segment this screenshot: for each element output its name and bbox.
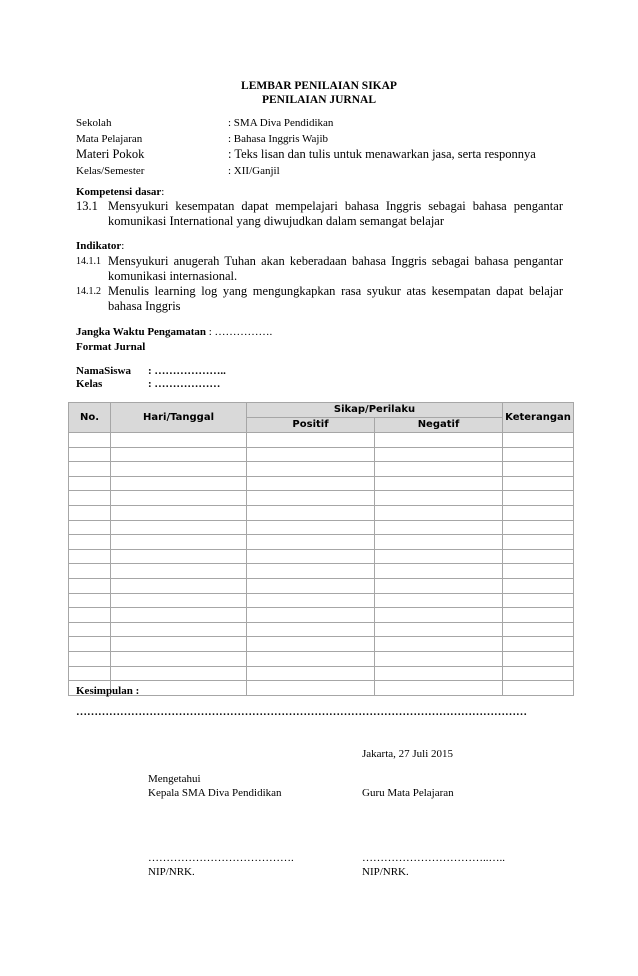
cell-keterangan	[503, 651, 574, 666]
cell-positif	[247, 535, 375, 550]
table-row	[69, 593, 574, 608]
cell-positif	[247, 651, 375, 666]
indikator-item-2-line1: Menulis learning log yang mengungkapkan rasa syukur atas kesempatan dapat belajar	[108, 284, 563, 298]
materi-value: : Teks lisan dan tulis untuk menawarkan jasa, serta responnya	[228, 147, 536, 161]
cell-negatif	[375, 505, 503, 520]
cell-no	[69, 549, 111, 564]
cell-no	[69, 462, 111, 477]
cell-negatif	[375, 681, 503, 696]
table-row	[69, 476, 574, 491]
cell-keterangan	[503, 622, 574, 637]
table-row	[69, 608, 574, 623]
nama-siswa-label: NamaSiswa	[76, 365, 132, 377]
cell-hari-tanggal	[111, 666, 247, 681]
table-row	[69, 651, 574, 666]
kompetensi-number: 13.1	[76, 199, 98, 213]
table-row	[69, 447, 574, 462]
guru-mapel-label: Guru Mata Pelajaran	[362, 787, 454, 799]
mapel-label: Mata Pelajaran	[76, 133, 143, 145]
format-jurnal-label: Format Jurnal	[76, 341, 146, 353]
kelas-semester-label: Kelas/Semester	[76, 165, 145, 177]
cell-positif	[247, 462, 375, 477]
jangka-waktu-line	[76, 326, 272, 339]
cell-negatif	[375, 578, 503, 593]
cell-no	[69, 564, 111, 579]
indikator-number-1: 14.1.1	[76, 256, 101, 267]
cell-keterangan	[503, 637, 574, 652]
sekolah-label: Sekolah	[76, 117, 112, 129]
cell-negatif	[375, 462, 503, 477]
col-header-no: No.	[69, 403, 111, 433]
journal-body	[69, 433, 574, 696]
cell-no	[69, 666, 111, 681]
indikator-number-2: 14.1.2	[76, 286, 101, 297]
cell-keterangan	[503, 476, 574, 491]
cell-no	[69, 578, 111, 593]
cell-hari-tanggal	[111, 447, 247, 462]
cell-hari-tanggal	[111, 622, 247, 637]
cell-negatif	[375, 476, 503, 491]
cell-hari-tanggal	[111, 549, 247, 564]
journal-table	[68, 402, 574, 696]
kesimpulan-dots: ……………………………………………………………………………………………………………	[76, 706, 527, 718]
place-date: Jakarta, 27 Juli 2015	[362, 748, 454, 760]
table-row	[69, 549, 574, 564]
indikator-item-1-line1: Mensyukuri anugerah Tuhan akan keberadaan bahasa Inggris sebagai bahasa pengantar	[108, 254, 563, 268]
cell-keterangan	[503, 520, 574, 535]
kelas-siswa-label: Kelas	[76, 378, 103, 390]
cell-keterangan	[503, 666, 574, 681]
cell-negatif	[375, 433, 503, 448]
kepala-sekolah-label: Kepala SMA Diva Pendidikan	[148, 787, 282, 799]
cell-keterangan	[503, 681, 574, 696]
table-row	[69, 491, 574, 506]
col-header-negatif: Negatif	[375, 418, 503, 433]
cell-hari-tanggal	[111, 535, 247, 550]
col-header-sikap-perilaku: Sikap/Perilaku	[247, 403, 503, 418]
cell-negatif	[375, 622, 503, 637]
cell-positif	[247, 505, 375, 520]
cell-no	[69, 520, 111, 535]
mapel-value: : Bahasa Inggris Wajib	[228, 133, 329, 145]
cell-positif	[247, 447, 375, 462]
cell-keterangan	[503, 608, 574, 623]
kelas-semester-value: : XII/Ganjil	[228, 165, 280, 177]
cell-keterangan	[503, 578, 574, 593]
cell-positif	[247, 637, 375, 652]
cell-negatif	[375, 520, 503, 535]
cell-negatif	[375, 637, 503, 652]
cell-negatif	[375, 593, 503, 608]
mengetahui-label: Mengetahui	[148, 773, 201, 785]
col-header-hari-tanggal: Hari/Tanggal	[111, 403, 247, 433]
indikator-item-1-line2: komunikasi internasional.	[108, 269, 238, 283]
cell-positif	[247, 476, 375, 491]
table-row	[69, 666, 574, 681]
cell-positif	[247, 666, 375, 681]
cell-keterangan	[503, 564, 574, 579]
cell-hari-tanggal	[111, 476, 247, 491]
cell-positif	[247, 608, 375, 623]
cell-keterangan	[503, 505, 574, 520]
document-subtitle: PENILAIAN JURNAL	[261, 94, 377, 106]
cell-keterangan	[503, 447, 574, 462]
cell-hari-tanggal	[111, 578, 247, 593]
nip-right: NIP/NRK.	[362, 866, 409, 878]
cell-negatif	[375, 447, 503, 462]
cell-hari-tanggal	[111, 593, 247, 608]
cell-hari-tanggal	[111, 637, 247, 652]
nip-left: NIP/NRK.	[148, 866, 195, 878]
cell-negatif	[375, 535, 503, 550]
cell-hari-tanggal	[111, 651, 247, 666]
cell-positif	[247, 593, 375, 608]
cell-negatif	[375, 666, 503, 681]
table-row	[69, 535, 574, 550]
cell-no	[69, 651, 111, 666]
cell-negatif	[375, 564, 503, 579]
signature-line-right: ……………………………..…..	[362, 852, 505, 864]
table-row	[69, 622, 574, 637]
table-row	[69, 637, 574, 652]
sekolah-value: : SMA Diva Pendidikan	[228, 117, 334, 129]
cell-no	[69, 637, 111, 652]
cell-negatif	[375, 491, 503, 506]
cell-keterangan	[503, 535, 574, 550]
cell-positif	[247, 433, 375, 448]
kompetensi-text-line2: komunikasi International yang diwujudkan dalam semangat belajar	[108, 214, 445, 228]
cell-keterangan	[503, 549, 574, 564]
cell-no	[69, 433, 111, 448]
signature-line-left: ………………………………….	[148, 852, 294, 864]
kompetensi-heading-line	[76, 186, 164, 199]
jangka-waktu-value: : …………….	[206, 326, 273, 338]
table-row	[69, 564, 574, 579]
materi-label: Materi Pokok	[76, 147, 145, 161]
cell-no	[69, 476, 111, 491]
indikator-colon: :	[121, 240, 125, 252]
table-row	[69, 578, 574, 593]
table-row	[69, 505, 574, 520]
cell-positif	[247, 578, 375, 593]
table-row	[69, 681, 574, 696]
document-title: LEMBAR PENILAIAN SIKAP	[241, 80, 397, 92]
cell-negatif	[375, 651, 503, 666]
cell-hari-tanggal	[111, 608, 247, 623]
kompetensi-heading: Kompetensi dasar	[76, 186, 162, 198]
indikator-heading: Indikator	[76, 240, 122, 252]
cell-positif	[247, 564, 375, 579]
cell-negatif	[375, 608, 503, 623]
cell-positif	[247, 549, 375, 564]
cell-positif	[247, 491, 375, 506]
cell-hari-tanggal	[111, 491, 247, 506]
cell-positif	[247, 520, 375, 535]
cell-no	[69, 535, 111, 550]
kompetensi-colon: :	[161, 186, 165, 198]
cell-hari-tanggal	[111, 505, 247, 520]
cell-no	[69, 608, 111, 623]
jangka-waktu-label: Jangka Waktu Pengamatan	[76, 326, 206, 338]
cell-negatif	[375, 549, 503, 564]
table-row	[69, 433, 574, 448]
cell-hari-tanggal	[111, 520, 247, 535]
cell-no	[69, 505, 111, 520]
cell-no	[69, 593, 111, 608]
indikator-item-2-line2: bahasa Inggris	[108, 299, 181, 313]
table-row	[69, 462, 574, 477]
nama-siswa-value: : ………………..	[148, 365, 226, 377]
cell-hari-tanggal	[111, 433, 247, 448]
cell-positif	[247, 681, 375, 696]
cell-no	[69, 491, 111, 506]
col-header-positif: Positif	[247, 418, 375, 433]
kelas-siswa-value: : ………………	[148, 378, 221, 390]
cell-hari-tanggal	[111, 462, 247, 477]
col-header-keterangan: Keterangan	[503, 403, 574, 433]
table-row	[69, 520, 574, 535]
cell-keterangan	[503, 593, 574, 608]
cell-hari-tanggal	[111, 564, 247, 579]
cell-no	[69, 622, 111, 637]
cell-no	[69, 447, 111, 462]
kesimpulan-label: Kesimpulan :	[76, 685, 140, 697]
cell-positif	[247, 622, 375, 637]
indikator-heading-line	[76, 240, 124, 253]
kompetensi-text-line1: Mensyukuri kesempatan dapat mempelajari bahasa Inggris sebagai bahasa pengantar	[108, 199, 563, 213]
cell-keterangan	[503, 462, 574, 477]
cell-keterangan	[503, 491, 574, 506]
cell-keterangan	[503, 433, 574, 448]
